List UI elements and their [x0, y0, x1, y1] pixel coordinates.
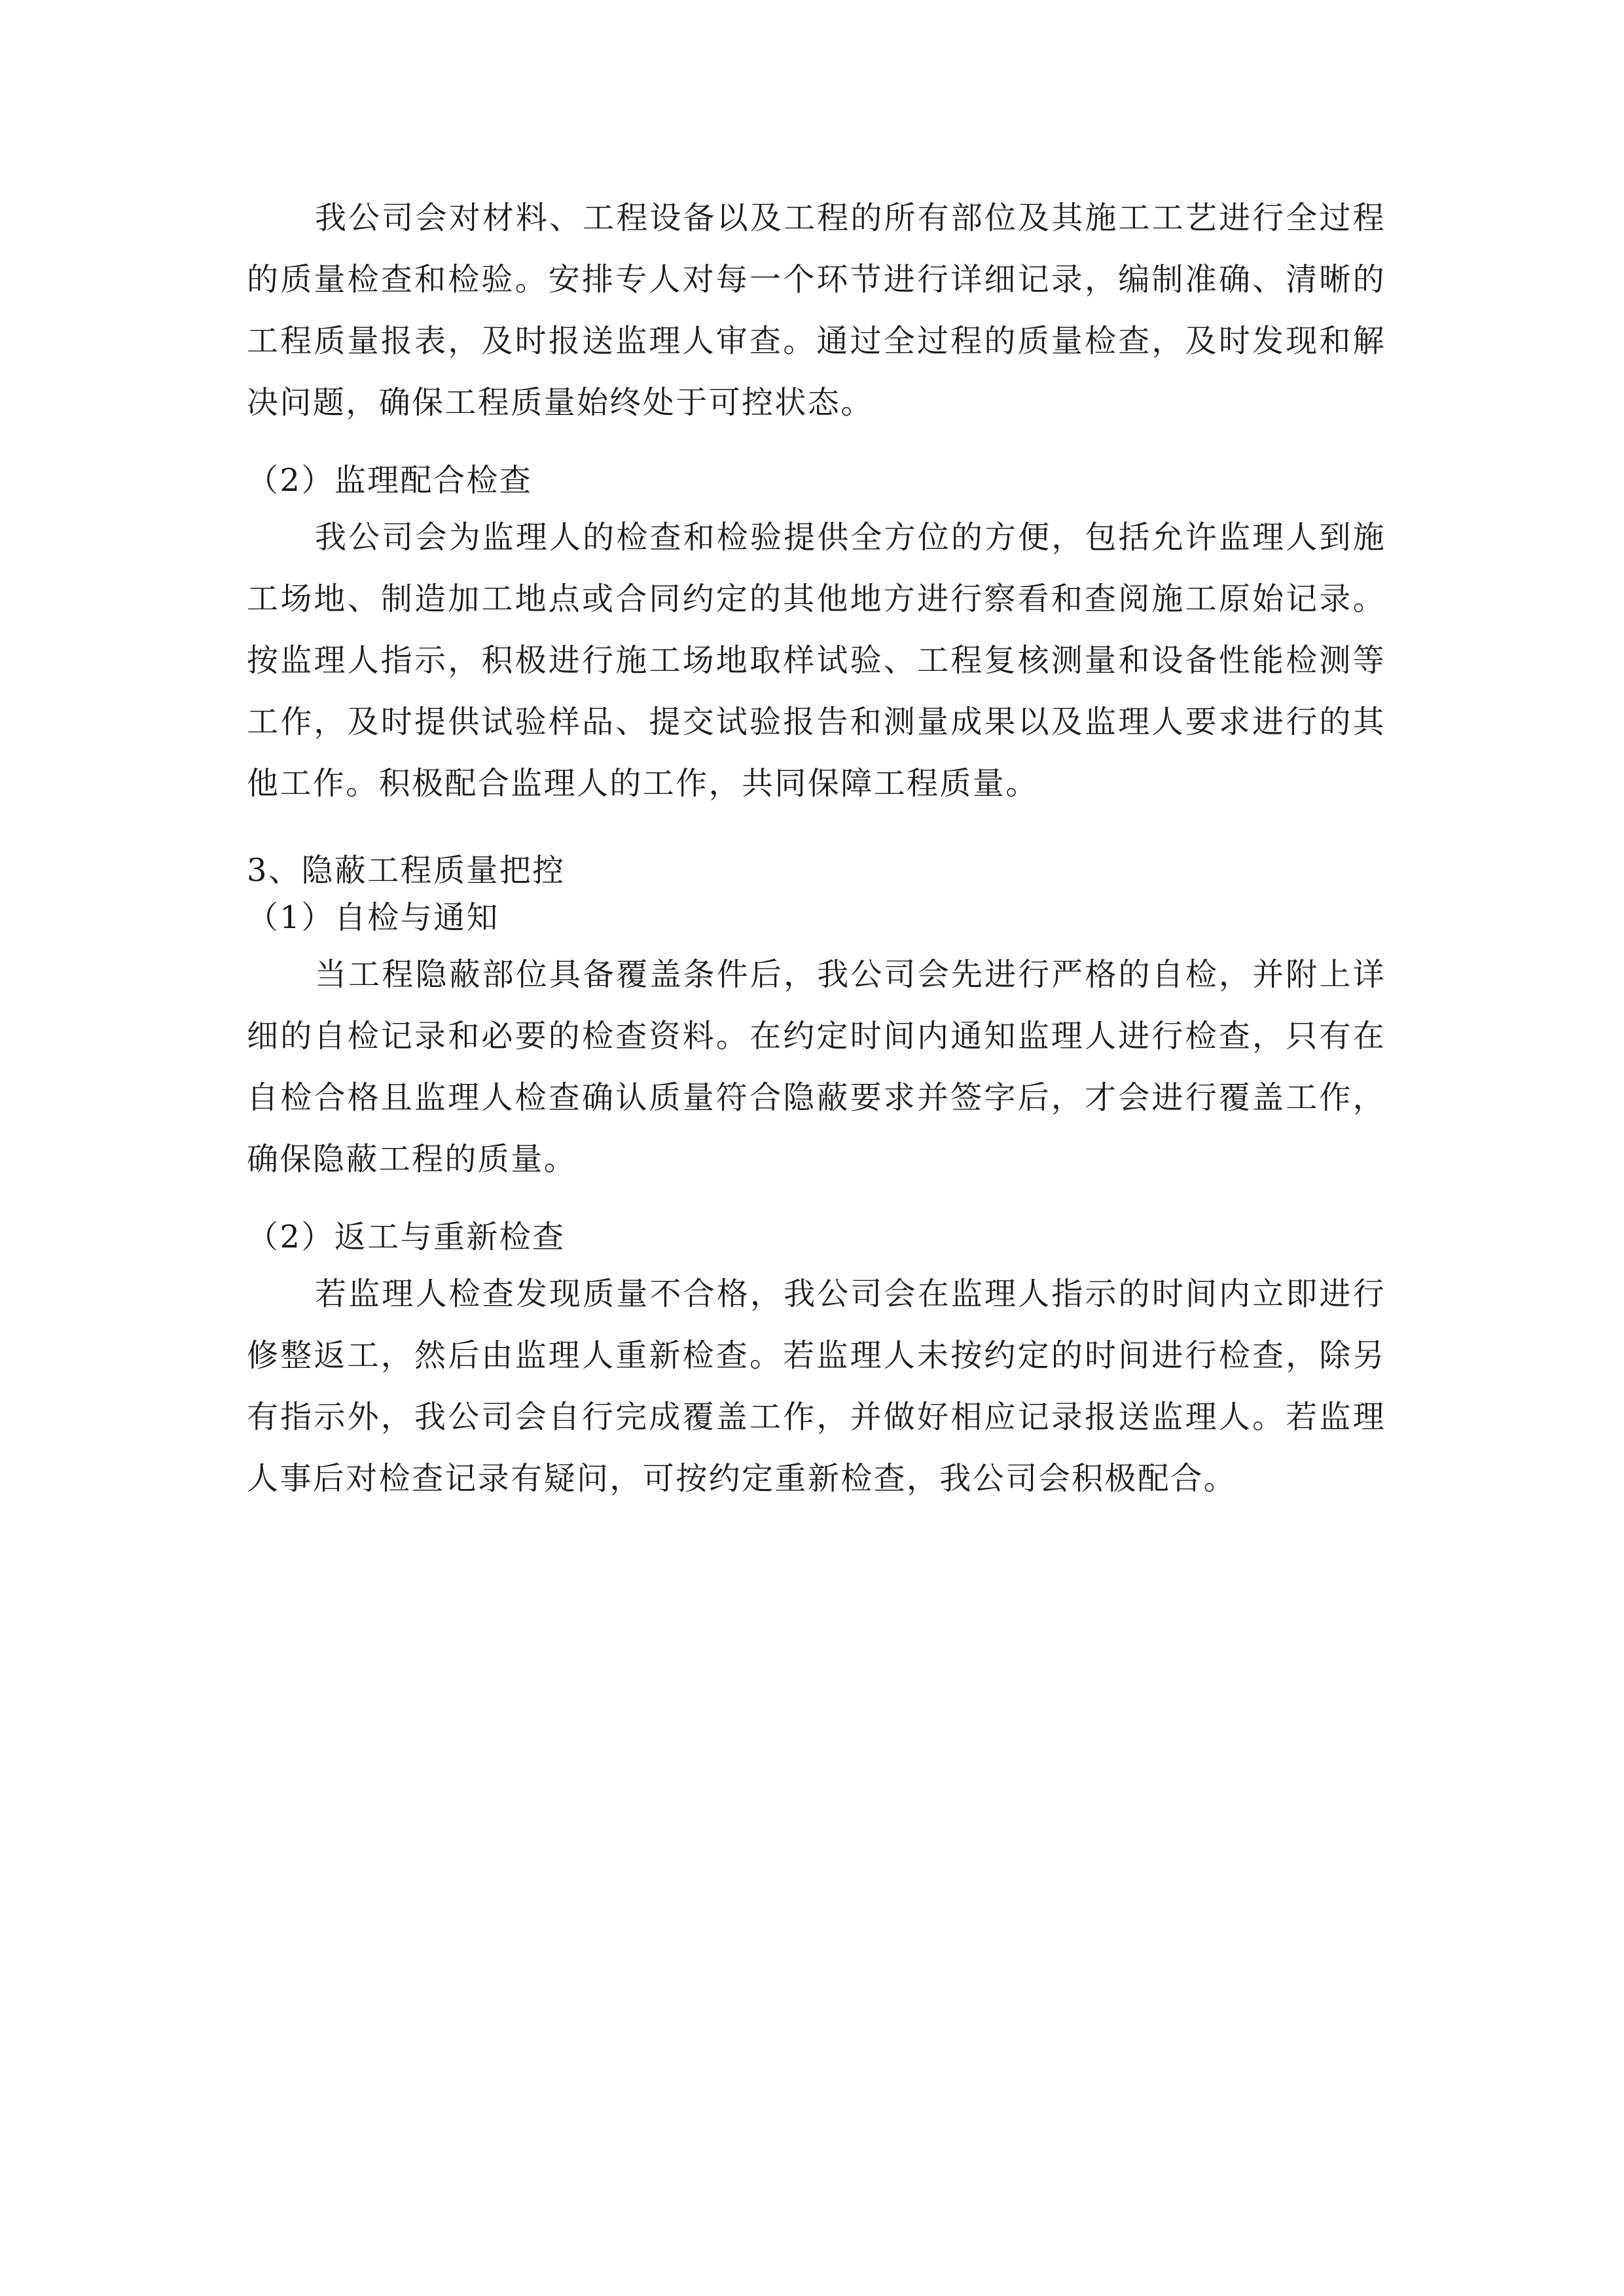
subheading-self-inspection: （1）自检与通知 — [247, 899, 499, 936]
paragraph-supervision-cooperation: 我公司会为监理人的检查和检验提供全方位的方便，包括允许监理人到施工场地、制造加工地点或合同约定的其他地方进行察看和查阅施工原始记录。按监理人指示，积极进行施工场地取样试验、工程复核测量和设备性能检测等工作，及时提供试验样品、提交试验报告和测量成果以及监理人要求进行的其他工作。积极配合监理人的工作，共同保障工程质量。 — [247, 519, 1386, 802]
subheading-rework-reinspection: （2）返工与重新检查 — [247, 1219, 566, 1255]
section-heading-concealed-works: 3、隐蔽工程质量把控 — [247, 852, 566, 889]
subheading-supervision-cooperation: （2）监理配合检查 — [247, 462, 533, 499]
paragraph-quality-inspection: 我公司会对材料、工程设备以及工程的所有部位及其施工工艺进行全过程的质量检查和检验。安排专人对每一个环节进行详细记录，编制准确、清晰的工程质量报表，及时报送监理人审查。通过全过程的质量检查，及时发现和解决问题，确保工程质量始终处于可控状态。 — [247, 200, 1386, 421]
paragraph-self-inspection: 当工程隐蔽部位具备覆盖条件后，我公司会先进行严格的自检，并附上详细的自检记录和必要的检查资料。在约定时间内通知监理人进行检查，只有在自检合格且监理人检查确认质量符合隐蔽要求并签字后，才会进行覆盖工作，确保隐蔽工程的质量。 — [247, 956, 1386, 1177]
document-body — [247, 187, 1386, 1509]
paragraph-rework-reinspection: 若监理人检查发现质量不合格，我公司会在监理人指示的时间内立即进行修整返工，然后由监理人重新检查。若监理人未按约定的时间进行检查，除另有指示外，我公司会自行完成覆盖工作，并做好相应记录报送监理人。若监理人事后对检查记录有疑问，可按约定重新检查，我公司会积极配合。 — [247, 1276, 1386, 1497]
